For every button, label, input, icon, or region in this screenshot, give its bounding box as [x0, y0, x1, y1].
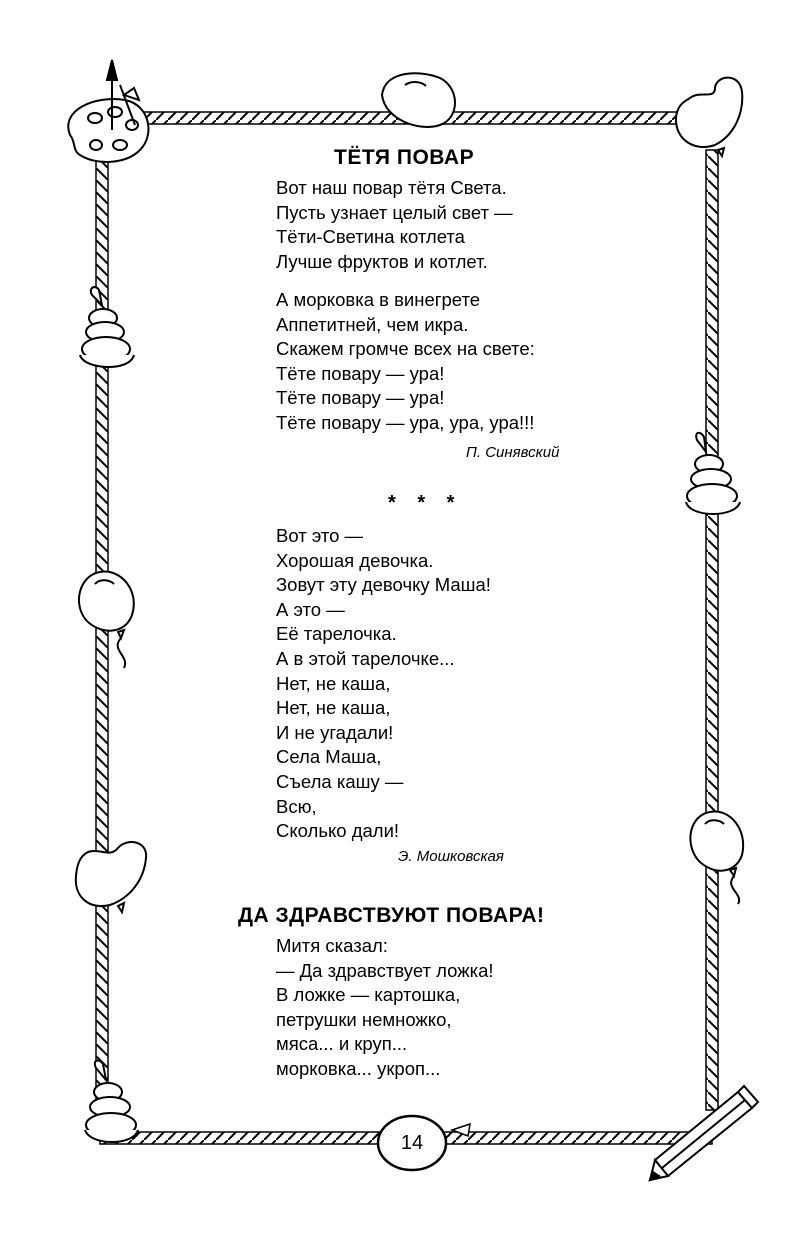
poem-line: В ложке — картошка,	[276, 984, 461, 1006]
poem3-body	[276, 934, 494, 1082]
poem2-body	[276, 524, 491, 844]
bean-icon-left	[76, 842, 146, 912]
poem-line: Аппетитней, чем икра.	[276, 313, 469, 335]
toy-pyramid-icon-bottom-left	[85, 1061, 138, 1142]
poem-line: Вот наш повар тётя Света.	[276, 177, 507, 198]
poem2-author: Э. Мошковская	[398, 848, 504, 865]
poem-line: Лучше фруктов и котлет.	[276, 250, 488, 272]
poem-line: Тёте повару — ура!	[276, 387, 445, 409]
poem-line: мяса... и круп...	[276, 1033, 408, 1055]
poem-line: А морковка в винегрете	[276, 289, 481, 310]
poem-line: Нет, не каша,	[276, 697, 391, 719]
poem-line: Хорошая девочка.	[276, 549, 434, 571]
poem-line: И не угадали!	[276, 721, 394, 743]
poem-line: Съела кашу —	[276, 770, 404, 792]
poem-line: Села Маша,	[276, 746, 382, 768]
poem-line: Тёте повару — ура, ура, ура!!!	[276, 411, 535, 433]
page-number: 14	[400, 1132, 424, 1154]
poem-separator: * * *	[388, 492, 463, 514]
poem-line: А это —	[276, 598, 345, 620]
poem-line: Тёти-Светина котлета	[276, 226, 465, 248]
border-right	[706, 150, 718, 1110]
poem-line: Зовут эту девочку Маша!	[276, 574, 491, 596]
poem-line: — Да здравствует ложка!	[276, 959, 494, 981]
palette-icon	[68, 60, 148, 162]
poem-line: Митя сказал:	[276, 935, 388, 956]
poem1-stanza1	[276, 176, 513, 274]
poem-line: А в этой тарелочке...	[276, 647, 455, 669]
poem-line: Пусть узнает целый свет —	[276, 201, 513, 223]
poem-line: Сколько дали!	[276, 820, 400, 842]
poem-line: Тёте повару — ура!	[276, 362, 445, 384]
poem-title-tetya-povar: ТЁТЯ ПОВАР	[334, 146, 475, 169]
poem-line: Вот это —	[276, 525, 364, 546]
poem1-stanza2	[276, 288, 535, 436]
poem-line: петрушки немножко,	[276, 1008, 452, 1030]
poem-line: Её тарелочка.	[276, 623, 397, 645]
poem-line: Нет, не каша,	[276, 672, 391, 694]
poem-line: Всю,	[276, 795, 317, 817]
poem1-author: П. Синявский	[466, 444, 560, 461]
poem-line: морковка... укроп...	[276, 1057, 441, 1079]
poem-title-da-zdravstvuyut-povara: ДА ЗДРАВСТВУЮТ ПОВАРА!	[238, 904, 545, 927]
bean-icon-top-right	[676, 78, 742, 156]
poem-line: Скажем громче всех на свете:	[276, 338, 535, 360]
